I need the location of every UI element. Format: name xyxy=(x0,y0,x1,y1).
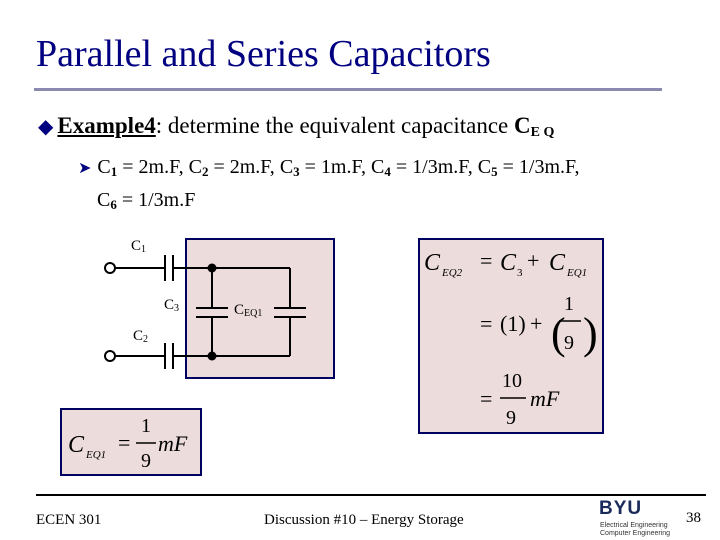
example-colon: : xyxy=(155,113,163,138)
ceq2-plus-2: + xyxy=(530,311,543,336)
example-text: determine the equivalent capacitance xyxy=(162,113,515,138)
ceq2-ceq1-sub: EQ1 xyxy=(567,267,588,279)
given-c3: $C_3 = 1m.F$, xyxy=(279,156,372,179)
diamond-bullet-icon: ◆ xyxy=(38,116,54,138)
ceq2-c3-sub: 3 xyxy=(517,267,523,279)
given-c4: $C_4 = 1/3m.F$, xyxy=(371,156,478,179)
label-ceq1: $C_{EQ1}$ xyxy=(234,302,263,319)
slide-title: Parallel and Series Capacitors xyxy=(36,33,491,75)
ceq1-eq-unit: mF xyxy=(158,431,188,456)
ceq2-paren-open: ( xyxy=(551,309,566,358)
label-c1: $C_1$ xyxy=(131,238,147,255)
given-c1: $C_1 = 2m.F$, xyxy=(97,156,189,179)
given-c2: $C_2 = 2m.F$, xyxy=(188,156,280,179)
ceq1-eq-num: 1 xyxy=(141,415,151,437)
byu-logo: BYU Electrical Engineering Computer Engineering xyxy=(599,498,671,537)
ceq2-plus-1: + xyxy=(527,248,540,273)
page-number: 38 xyxy=(686,510,701,526)
ceq2-equals-1: = xyxy=(480,248,493,273)
ceq2-c3: C xyxy=(500,250,517,276)
given-c6: $C_6 = 1/3m.F$ xyxy=(97,189,196,212)
ceq2-ceq1: C xyxy=(549,250,566,276)
label-c2: $C_2$ xyxy=(133,328,149,345)
ceq2-num-3: 10 xyxy=(502,370,522,392)
footer-topic: Discussion #10 – Energy Storage xyxy=(264,512,464,528)
ceq2-equals-2: = xyxy=(480,311,493,336)
ceq-symbol: $C_{E Q}$ xyxy=(514,113,555,140)
ceq2-lhs: C xyxy=(424,250,441,276)
ceq1-eq-lhs: C xyxy=(68,432,85,458)
ceq2-num-2: 1 xyxy=(564,293,574,315)
example-label: Example4 xyxy=(57,113,156,138)
ceq2-equals-3: = xyxy=(480,386,493,411)
arrow-bullet-icon: ➤ xyxy=(78,160,92,177)
ceq2-den-3: 9 xyxy=(506,407,516,429)
footer-rule xyxy=(36,494,706,496)
ceq1-eq-lhs-sub: EQ1 xyxy=(86,449,107,461)
ceq2-lhs-sub: EQ2 xyxy=(442,267,463,279)
ceq2-unit: mF xyxy=(530,386,560,411)
ceq2-den-2: 9 xyxy=(564,332,574,354)
given-c5: $C_5 = 1/3m.F$, xyxy=(477,156,580,179)
ceq2-term-a: (1) xyxy=(500,311,526,336)
label-c3: $C_3$ xyxy=(164,297,180,314)
ceq2-paren-close: ) xyxy=(583,309,598,358)
ceq1-eq-equals: = xyxy=(118,430,131,455)
ceq1-eq-den: 9 xyxy=(141,450,151,472)
footer-course: ECEN 301 xyxy=(36,512,102,528)
